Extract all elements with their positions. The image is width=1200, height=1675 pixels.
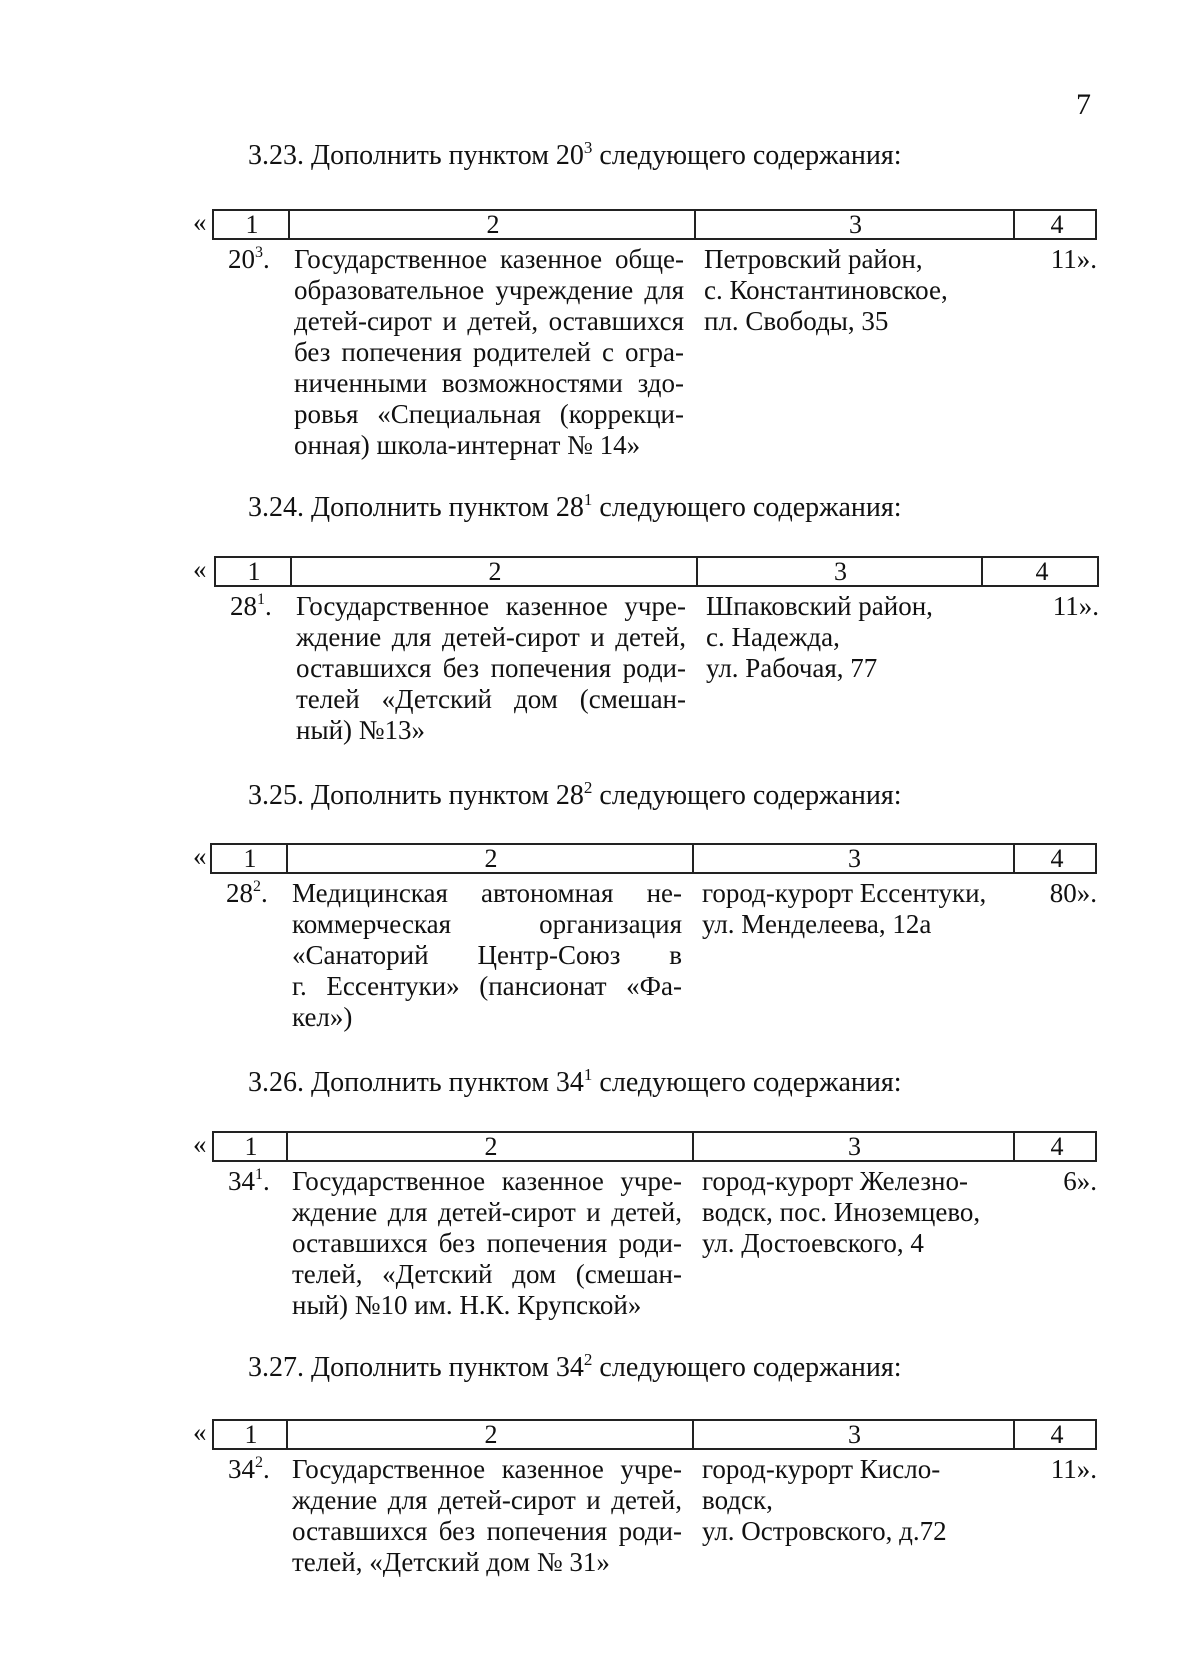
institution-name-line: Государственное казенное учре- (296, 591, 686, 621)
heading-text: 3.25. Дополнить пунктом 28 (248, 780, 584, 811)
heading-text-end: следующего содержания: (592, 780, 902, 811)
heading-superscript: 2 (583, 778, 593, 797)
item-number-superscript: 2 (255, 1454, 263, 1471)
opening-quote: « (193, 1417, 207, 1447)
column-divider (696, 558, 698, 585)
institution-name-line: ный) №13» (296, 715, 426, 745)
page-number: 7 (1076, 88, 1091, 121)
item-number-dot: . (265, 591, 272, 621)
institution-name-line: ждение для детей-сирот и детей, (292, 1485, 682, 1515)
institution-name-line: ниченными возможностями здо- (294, 368, 684, 398)
item-number-superscript: 2 (253, 878, 261, 895)
column-header-1: 1 (247, 556, 261, 586)
opening-quote: « (193, 841, 207, 871)
section-heading (248, 1352, 902, 1384)
item-number (230, 591, 272, 622)
capacity-value: 11». (1050, 244, 1097, 274)
capacity-value: 11». (1050, 1454, 1097, 1484)
address-line: ул. Рабочая, 77 (706, 653, 878, 683)
table-header-row (212, 209, 1097, 240)
institution-name-line: Государственное казенное учре- (292, 1166, 682, 1196)
item-number-superscript: 1 (257, 591, 265, 608)
address-line: город-курорт Ессентуки, (702, 878, 987, 908)
institution-name (292, 1166, 682, 1321)
column-header-2: 2 (486, 209, 500, 239)
table-header-row (212, 1419, 1097, 1450)
address-line: Петровский район, (704, 244, 923, 274)
column-divider (692, 1133, 694, 1160)
column-header-4: 4 (1050, 209, 1064, 239)
heading-text-end: следующего содержания: (592, 1067, 902, 1098)
institution-name-line: оставшихся без попечения роди- (296, 653, 686, 683)
institution-name-line: телей «Детский дом (смешан- (296, 684, 686, 714)
item-number-dot: . (263, 244, 270, 274)
institution-name-line: ждение для детей-сирот и детей, (296, 622, 686, 652)
column-divider (981, 558, 983, 585)
heading-text: 3.23. Дополнить пунктом 20 (248, 140, 584, 171)
item-number-base: 34 (228, 1454, 255, 1484)
institution-name-line: детей-сирот и детей, оставшихся (294, 306, 684, 336)
table-header-row (210, 843, 1097, 874)
heading-text-end: следующего содержания: (592, 140, 902, 171)
item-number-superscript: 1 (255, 1166, 263, 1183)
item-number (228, 1166, 270, 1197)
address-line: город-курорт Железно- (702, 1166, 968, 1196)
column-divider (1013, 1421, 1015, 1448)
column-header-2: 2 (488, 556, 502, 586)
column-divider (692, 1421, 694, 1448)
heading-text: 3.24. Дополнить пунктом 28 (248, 492, 584, 523)
item-number-base: 20 (228, 244, 255, 274)
column-header-3: 3 (849, 209, 862, 239)
institution-name-line: г. Ессентуки» (пансионат «Фа- (292, 971, 682, 1001)
address-line: город-курорт Кисло- (702, 1454, 941, 1484)
item-number-base: 28 (230, 591, 257, 621)
column-header-3: 3 (848, 1131, 861, 1161)
column-header-4: 4 (1050, 1419, 1064, 1449)
column-header-1: 1 (245, 209, 259, 239)
institution-name-line: Медицинская автономная не- (292, 878, 682, 908)
column-header-3: 3 (848, 1419, 861, 1449)
institution-name-line: телей, «Детский дом № 31» (292, 1547, 610, 1577)
item-number-base: 34 (228, 1166, 255, 1196)
capacity-value: 6». (1063, 1166, 1097, 1196)
column-divider (1013, 845, 1015, 872)
address (706, 591, 933, 684)
address-line: водск, (702, 1485, 773, 1515)
heading-text: 3.26. Дополнить пунктом 34 (248, 1067, 584, 1098)
item-number (226, 878, 268, 909)
section-heading (248, 780, 902, 812)
column-header-4: 4 (1035, 556, 1049, 586)
capacity-value: 80». (1049, 878, 1097, 908)
column-divider (286, 845, 288, 872)
column-divider (290, 558, 292, 585)
column-divider (286, 1421, 288, 1448)
heading-superscript: 3 (583, 138, 593, 157)
institution-name-line: телей, «Детский дом (смешан- (292, 1259, 682, 1289)
address (702, 1166, 980, 1259)
heading-superscript: 1 (583, 1065, 593, 1084)
address (702, 878, 986, 940)
address (702, 1454, 947, 1547)
column-header-2: 2 (484, 843, 498, 873)
column-header-1: 1 (244, 1419, 258, 1449)
institution-name-line: без попечения родителей с огра- (294, 337, 684, 367)
column-divider (1013, 211, 1015, 238)
item-number-base: 28 (226, 878, 253, 908)
address-line: с. Надежда, (706, 622, 840, 652)
address-line: Шпаковский район, (706, 591, 933, 621)
column-divider (692, 845, 694, 872)
heading-text-end: следующего содержания: (592, 492, 902, 523)
table-header-row (212, 1131, 1097, 1162)
institution-name (292, 878, 682, 1033)
institution-name-line: Государственное казенное обще- (294, 244, 684, 274)
institution-name (294, 244, 684, 461)
institution-name (296, 591, 686, 746)
institution-name-line: ждение для детей-сирот и детей, (292, 1197, 682, 1227)
column-header-2: 2 (484, 1131, 498, 1161)
institution-name-line: онная) школа-интернат № 14» (294, 430, 641, 460)
item-number-dot: . (263, 1166, 270, 1196)
column-header-4: 4 (1050, 843, 1064, 873)
opening-quote: « (193, 207, 207, 237)
address-line: с. Константиновское, (704, 275, 948, 305)
institution-name-line: «Санаторий Центр-Союз в (292, 940, 682, 970)
section-heading (248, 492, 902, 524)
capacity-value: 11». (1052, 591, 1099, 621)
institution-name-line: оставшихся без попечения роди- (292, 1516, 682, 1546)
institution-name-line: ный) №10 им. Н.К. Крупской» (292, 1290, 642, 1320)
section-heading (248, 140, 902, 172)
table-header-row (214, 556, 1099, 587)
heading-text-end: следующего содержания: (592, 1352, 902, 1383)
institution-name (292, 1454, 682, 1578)
institution-name-line: образовательное учреждение для (294, 275, 684, 305)
address-line: ул. Островского, д.72 (702, 1516, 947, 1546)
column-header-2: 2 (484, 1419, 498, 1449)
institution-name-line: коммерческая организация (292, 909, 682, 939)
address-line: пл. Свободы, 35 (704, 306, 889, 336)
heading-superscript: 1 (583, 490, 593, 509)
opening-quote: « (193, 1129, 207, 1159)
column-divider (694, 211, 696, 238)
column-divider (286, 1133, 288, 1160)
address-line: водск, пос. Иноземцево, (702, 1197, 981, 1227)
address-line: ул. Менделеева, 12а (702, 909, 932, 939)
item-number (228, 1454, 270, 1485)
institution-name-line: Государственное казенное учре- (292, 1454, 682, 1484)
opening-quote: « (193, 554, 207, 584)
column-header-3: 3 (848, 843, 861, 873)
item-number-superscript: 3 (255, 244, 263, 261)
column-header-4: 4 (1050, 1131, 1064, 1161)
item-number-dot: . (261, 878, 268, 908)
column-divider (1013, 1133, 1015, 1160)
institution-name-line: оставшихся без попечения роди- (292, 1228, 682, 1258)
heading-superscript: 2 (583, 1350, 593, 1369)
column-header-1: 1 (243, 843, 257, 873)
item-number-dot: . (263, 1454, 270, 1484)
address (704, 244, 948, 337)
section-heading (248, 1067, 902, 1099)
column-header-3: 3 (834, 556, 847, 586)
institution-name-line: ровья «Специальная (коррекци- (294, 399, 684, 429)
address-line: ул. Достоевского, 4 (702, 1228, 924, 1258)
heading-text: 3.27. Дополнить пунктом 34 (248, 1352, 584, 1383)
column-header-1: 1 (244, 1131, 258, 1161)
institution-name-line: кел») (292, 1002, 353, 1032)
column-divider (288, 211, 290, 238)
item-number (228, 244, 270, 275)
